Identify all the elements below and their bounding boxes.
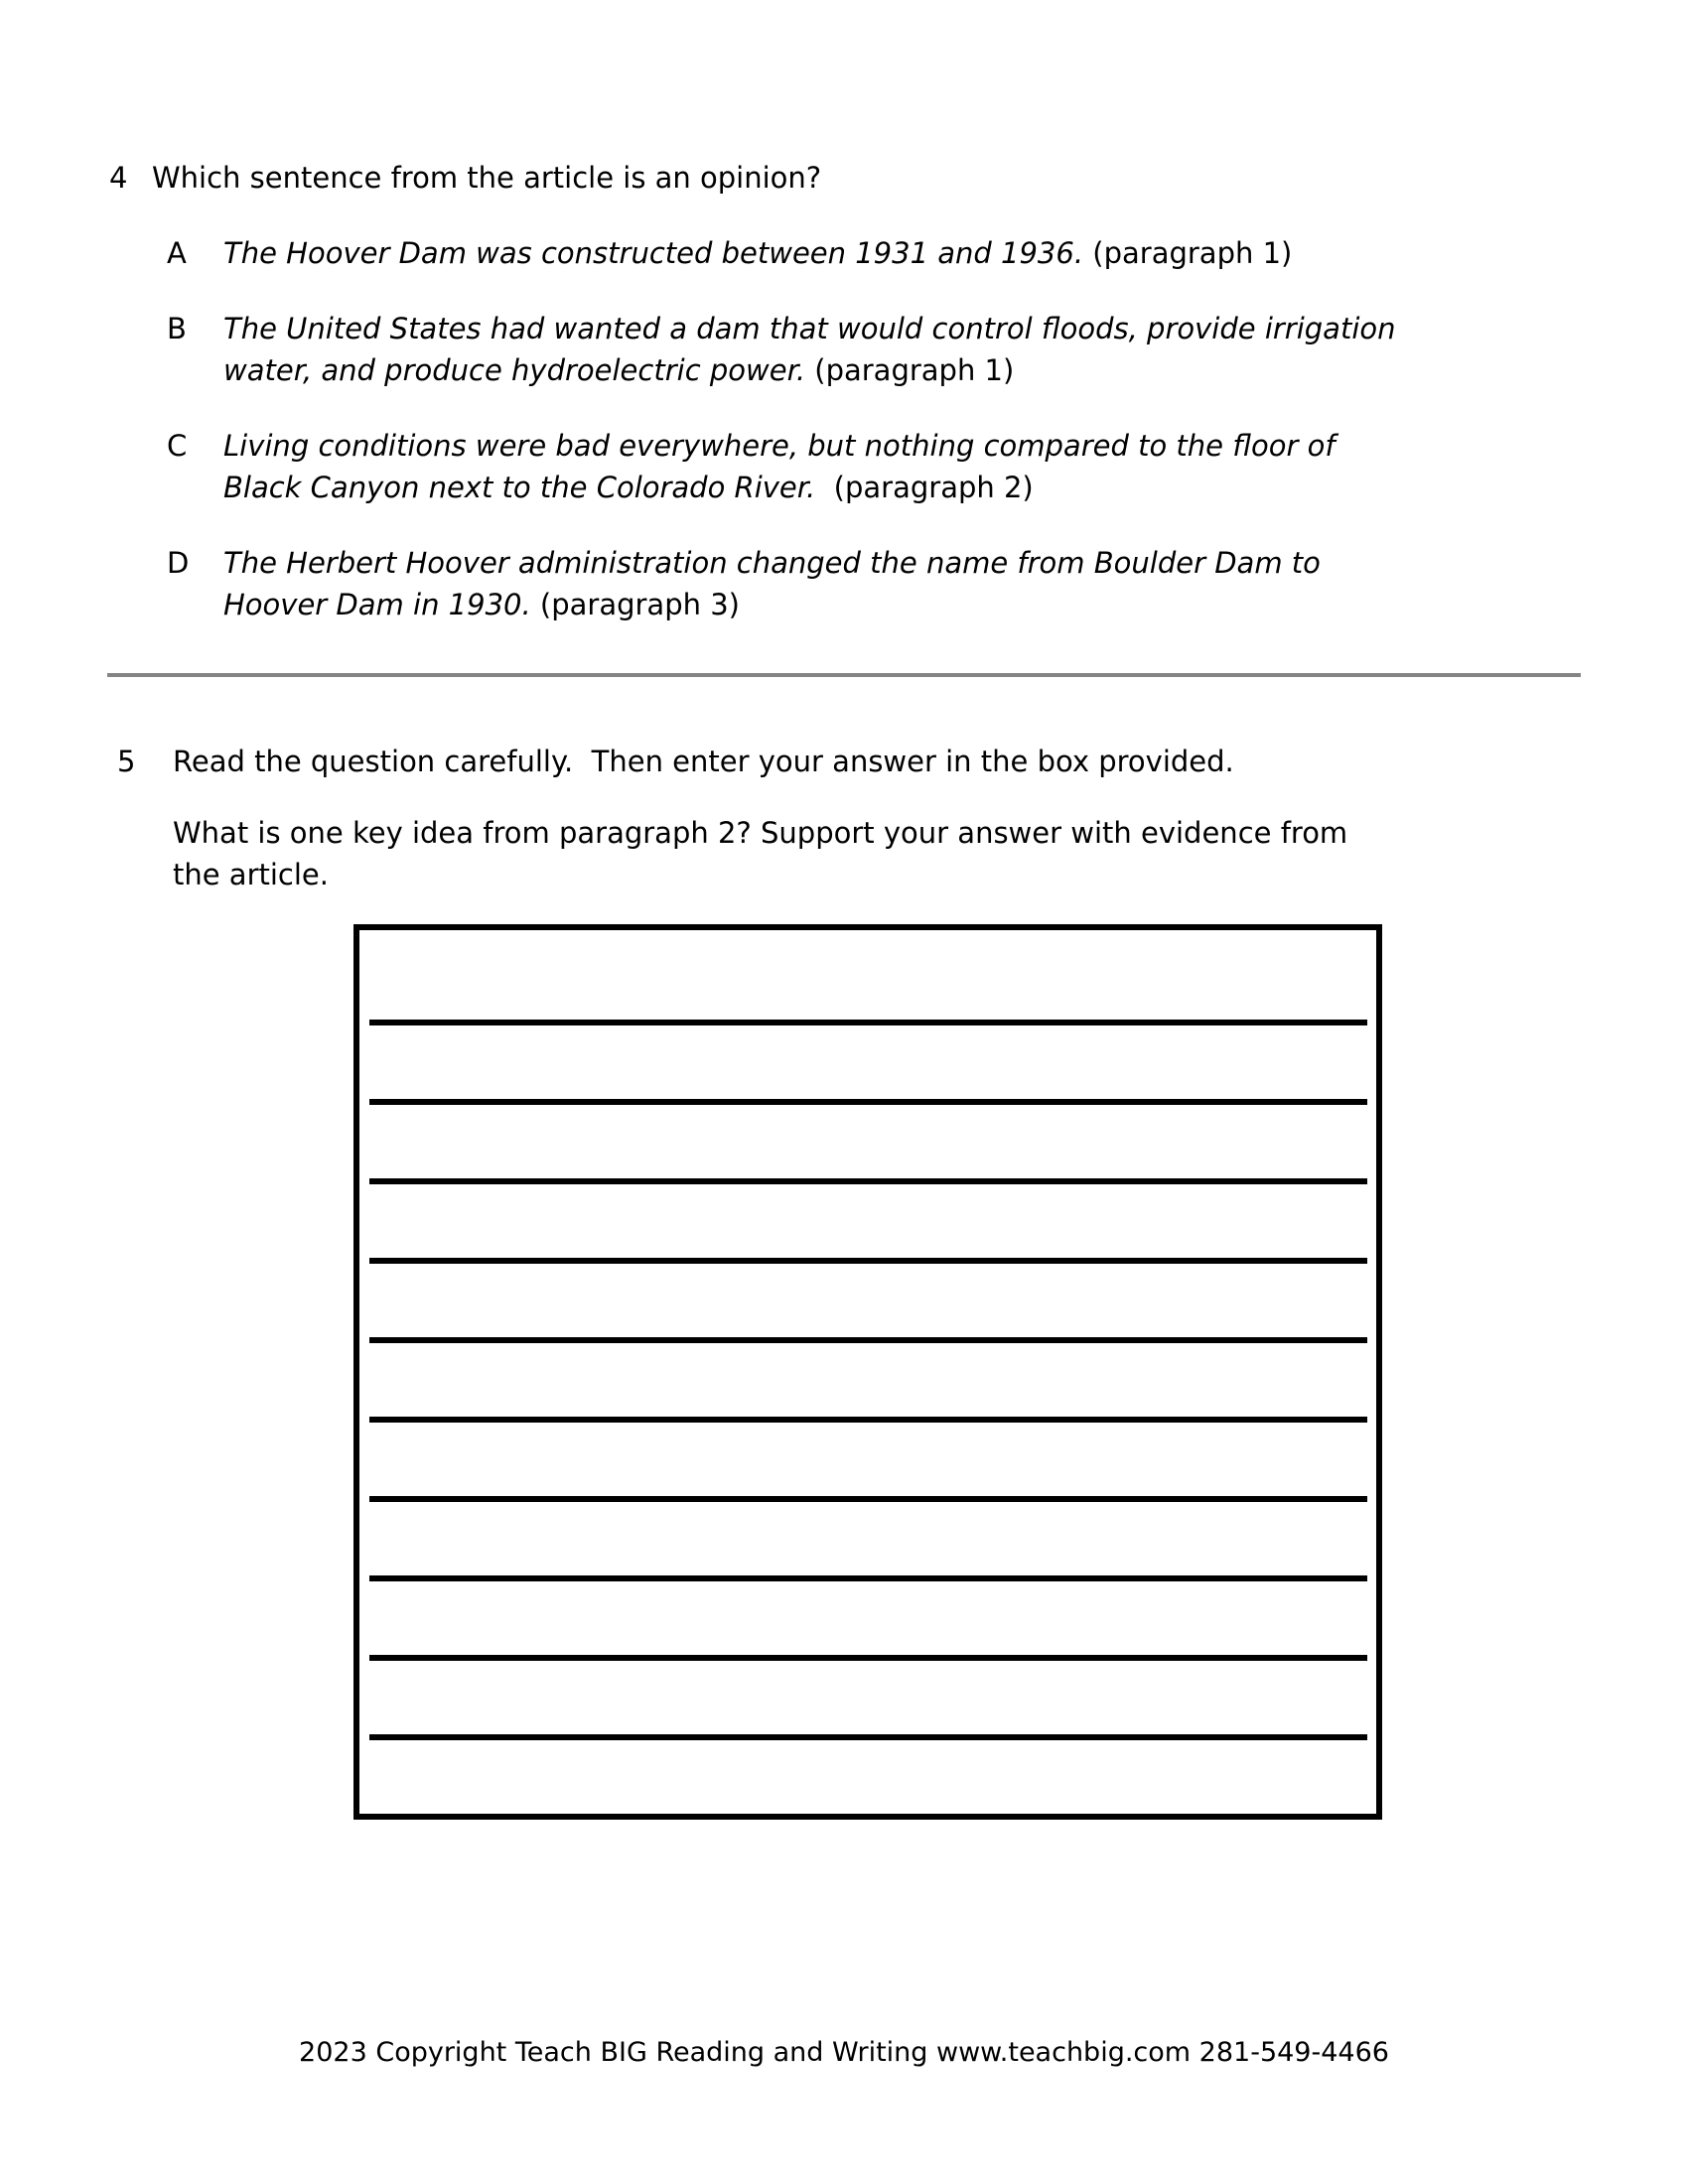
- question-4-prompt: Which sentence from the article is an opinion?: [152, 161, 822, 195]
- option-b-paragraph-ref: (paragraph 1): [805, 353, 1015, 387]
- answer-box[interactable]: [353, 924, 1382, 1820]
- page-footer: [0, 2036, 1688, 2070]
- option-c-line-1: [223, 425, 1599, 467]
- answer-options-list: [109, 232, 1599, 625]
- question-5-prompt: Read the question carefully. Then enter your answer in the box provided.: [173, 745, 1234, 778]
- option-d-line-2: [223, 584, 1599, 625]
- answer-rule-line: [369, 1337, 1367, 1343]
- option-c-sentence-line-1: Living conditions were bad everywhere, but nothing compared to the floor of: [223, 429, 1336, 463]
- option-a-letter: A: [167, 236, 187, 270]
- option-a-text: [223, 232, 1599, 274]
- answer-rule-line: [369, 1178, 1367, 1184]
- option-b-letter: B: [167, 312, 187, 345]
- answer-rule-line: [369, 1258, 1367, 1264]
- question-5: [117, 741, 1587, 895]
- option-c: [109, 425, 1599, 508]
- answer-rule-line: [369, 1496, 1367, 1502]
- question-5-body-line-2: the article.: [173, 858, 329, 891]
- answer-rule-line: [369, 1020, 1367, 1025]
- option-a-sentence: The Hoover Dam was constructed between 1931 and 1936.: [223, 236, 1084, 270]
- question-4-number: 4: [109, 161, 128, 195]
- copyright-text: 2023 Copyright Teach BIG Reading and Writing www.teachbig.com 281-549-4466: [299, 2037, 1389, 2068]
- option-b-line-2: [223, 349, 1599, 391]
- question-5-header: [117, 741, 1587, 782]
- option-b-sentence-line-2: water, and produce hydroelectric power.: [223, 353, 806, 387]
- question-4-header: [109, 157, 1599, 199]
- option-a-line-1: [223, 232, 1599, 274]
- option-a-paragraph-ref: (paragraph 1): [1083, 236, 1293, 270]
- option-c-letter: C: [167, 429, 188, 463]
- question-5-number: 5: [117, 745, 136, 778]
- option-c-paragraph-ref: (paragraph 2): [815, 471, 1034, 504]
- option-d-paragraph-ref: (paragraph 3): [530, 588, 740, 621]
- option-b-line-1: [223, 308, 1599, 349]
- option-d: [109, 542, 1599, 625]
- answer-rule-line: [369, 1655, 1367, 1661]
- option-b-sentence-line-1: The United States had wanted a dam that would control floods, provide irrigation: [223, 312, 1396, 345]
- option-d-letter: D: [167, 546, 190, 580]
- option-d-line-1: [223, 542, 1599, 584]
- option-c-text: [223, 425, 1599, 508]
- option-d-sentence-line-1: The Herbert Hoover administration changed the name from Boulder Dam to: [223, 546, 1321, 580]
- option-b-text: [223, 308, 1599, 391]
- answer-rule-line: [369, 1099, 1367, 1105]
- question-4: [109, 157, 1599, 625]
- option-d-sentence-line-2: Hoover Dam in 1930.: [223, 588, 531, 621]
- option-c-line-2: [223, 467, 1599, 508]
- answer-rule-line: [369, 1734, 1367, 1740]
- option-b: [109, 308, 1599, 391]
- question-5-body: [173, 812, 1563, 895]
- answer-rule-line: [369, 1575, 1367, 1581]
- answer-rule-line: [369, 1417, 1367, 1423]
- option-c-sentence-line-2: Black Canyon next to the Colorado River.: [223, 471, 816, 504]
- question-5-body-line-1: What is one key idea from paragraph 2? Support your answer with evidence from: [173, 816, 1348, 850]
- option-a: [109, 232, 1599, 274]
- section-divider: [107, 673, 1581, 677]
- option-d-text: [223, 542, 1599, 625]
